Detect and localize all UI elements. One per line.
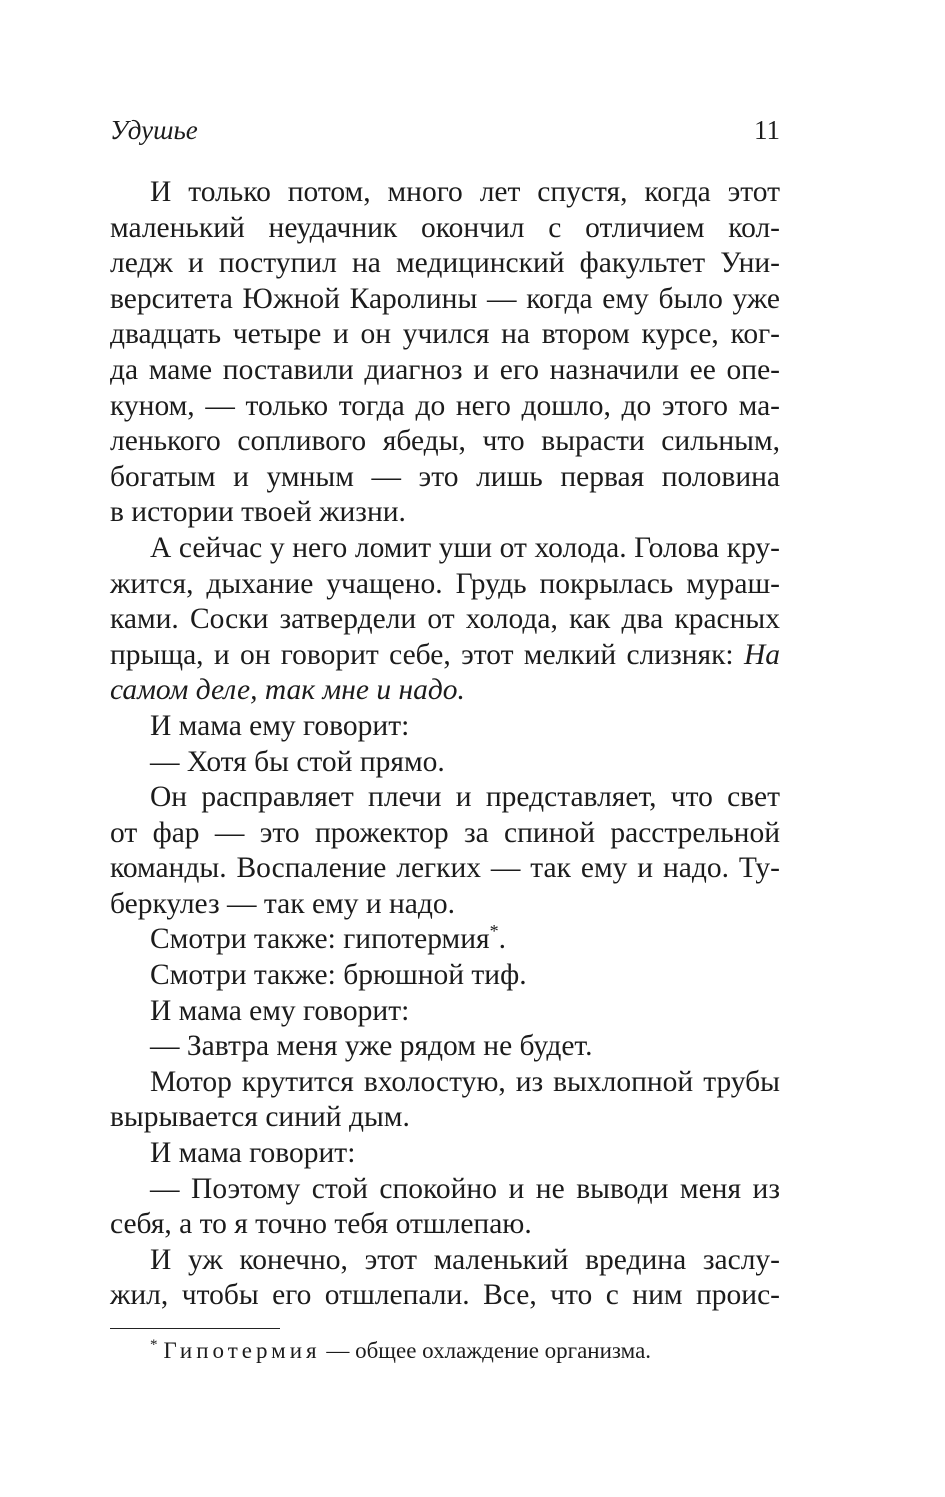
text-line: беркулез — так ему и надо. bbox=[110, 887, 456, 920]
italic-line: самом деле, так мне и надо. bbox=[110, 674, 465, 707]
text-line bbox=[110, 922, 780, 958]
italic-text: На bbox=[743, 638, 781, 671]
text-line bbox=[110, 638, 780, 674]
text-line: И уж конечно, этот маленький вредина заслу- bbox=[150, 1243, 780, 1276]
footnote-rule bbox=[110, 1328, 280, 1329]
text-line: жится, дыхание учащено. Грудь покрылась мураш- bbox=[110, 567, 780, 600]
text-line: И только потом, много лет спустя, когда этот bbox=[150, 176, 780, 208]
text-line: вырывается синий дым. bbox=[110, 1101, 410, 1134]
text-line: куном, — только тогда до него дошло, до этого ма- bbox=[110, 389, 780, 422]
text-line: ками. Соски затвердели от холода, как два красных bbox=[110, 603, 780, 636]
body-text bbox=[110, 175, 780, 1314]
footnote-term: Гипотермия bbox=[163, 1338, 321, 1363]
text-line: Он расправляет плечи и представляет, что свет bbox=[150, 781, 780, 814]
text-line: Смотри также: брюшной тиф. bbox=[150, 959, 527, 992]
text-fragment: . bbox=[498, 923, 506, 956]
running-head bbox=[110, 112, 780, 148]
text-line: богатым и умным — это лишь первая половина bbox=[110, 460, 780, 493]
text-line: в истории твоей жизни. bbox=[110, 496, 406, 529]
text-line: А сейчас у него ломит уши от холода. Голова кру- bbox=[150, 531, 780, 564]
dialogue-line: — Завтра меня уже рядом не будет. bbox=[150, 1030, 593, 1063]
text-line: ленького сопливого ябеды, что вырасти сильным, bbox=[110, 425, 780, 458]
dialogue-line: себя, а то я точно тебя отшлепаю. bbox=[110, 1208, 532, 1241]
text-line: И мама ему говорит: bbox=[150, 994, 410, 1027]
text-line: Мотор крутится вхолостую, из выхлопной трубы bbox=[150, 1065, 780, 1098]
footnote-text: — общее охлаждение организма. bbox=[320, 1338, 652, 1363]
text-fragment: прыща, и он говорит себе, этот мелкий слизняк: bbox=[110, 638, 734, 671]
footnote-mark: * bbox=[150, 1337, 158, 1354]
text-line: двадцать четыре и он учился на втором курсе, ког- bbox=[110, 318, 780, 351]
text-line: верситета Южной Каролины — когда ему было уже bbox=[110, 282, 780, 315]
text-fragment: Смотри также: гипотермия bbox=[150, 923, 490, 956]
text-line: И мама говорит: bbox=[150, 1137, 356, 1170]
footnote-reference: * bbox=[489, 921, 499, 942]
dialogue-line: — Поэтому стой спокойно и не выводи меня из bbox=[150, 1172, 780, 1205]
text-line: да маме поставили диагноз и его назначили ее опе- bbox=[110, 353, 780, 386]
text-line: команды. Воспаление легких — так ему и надо. Ту- bbox=[110, 852, 780, 885]
text-line: от фар — это прожектор за спиной расстрельной bbox=[110, 816, 780, 849]
page-number: 11 bbox=[754, 115, 780, 145]
text-line: жил, чтобы его отшлепали. Все, что с ним проис- bbox=[110, 1279, 780, 1312]
text-line: И мама ему говорит: bbox=[150, 709, 410, 742]
footnote bbox=[150, 1336, 651, 1366]
text-line: ледж и поступил на медицинский факультет Уни- bbox=[110, 247, 780, 280]
running-title: Удушье bbox=[110, 115, 198, 145]
text-line: маленький неудачник окончил с отличием кол- bbox=[110, 211, 780, 244]
dialogue-line: — Хотя бы стой прямо. bbox=[150, 745, 445, 778]
